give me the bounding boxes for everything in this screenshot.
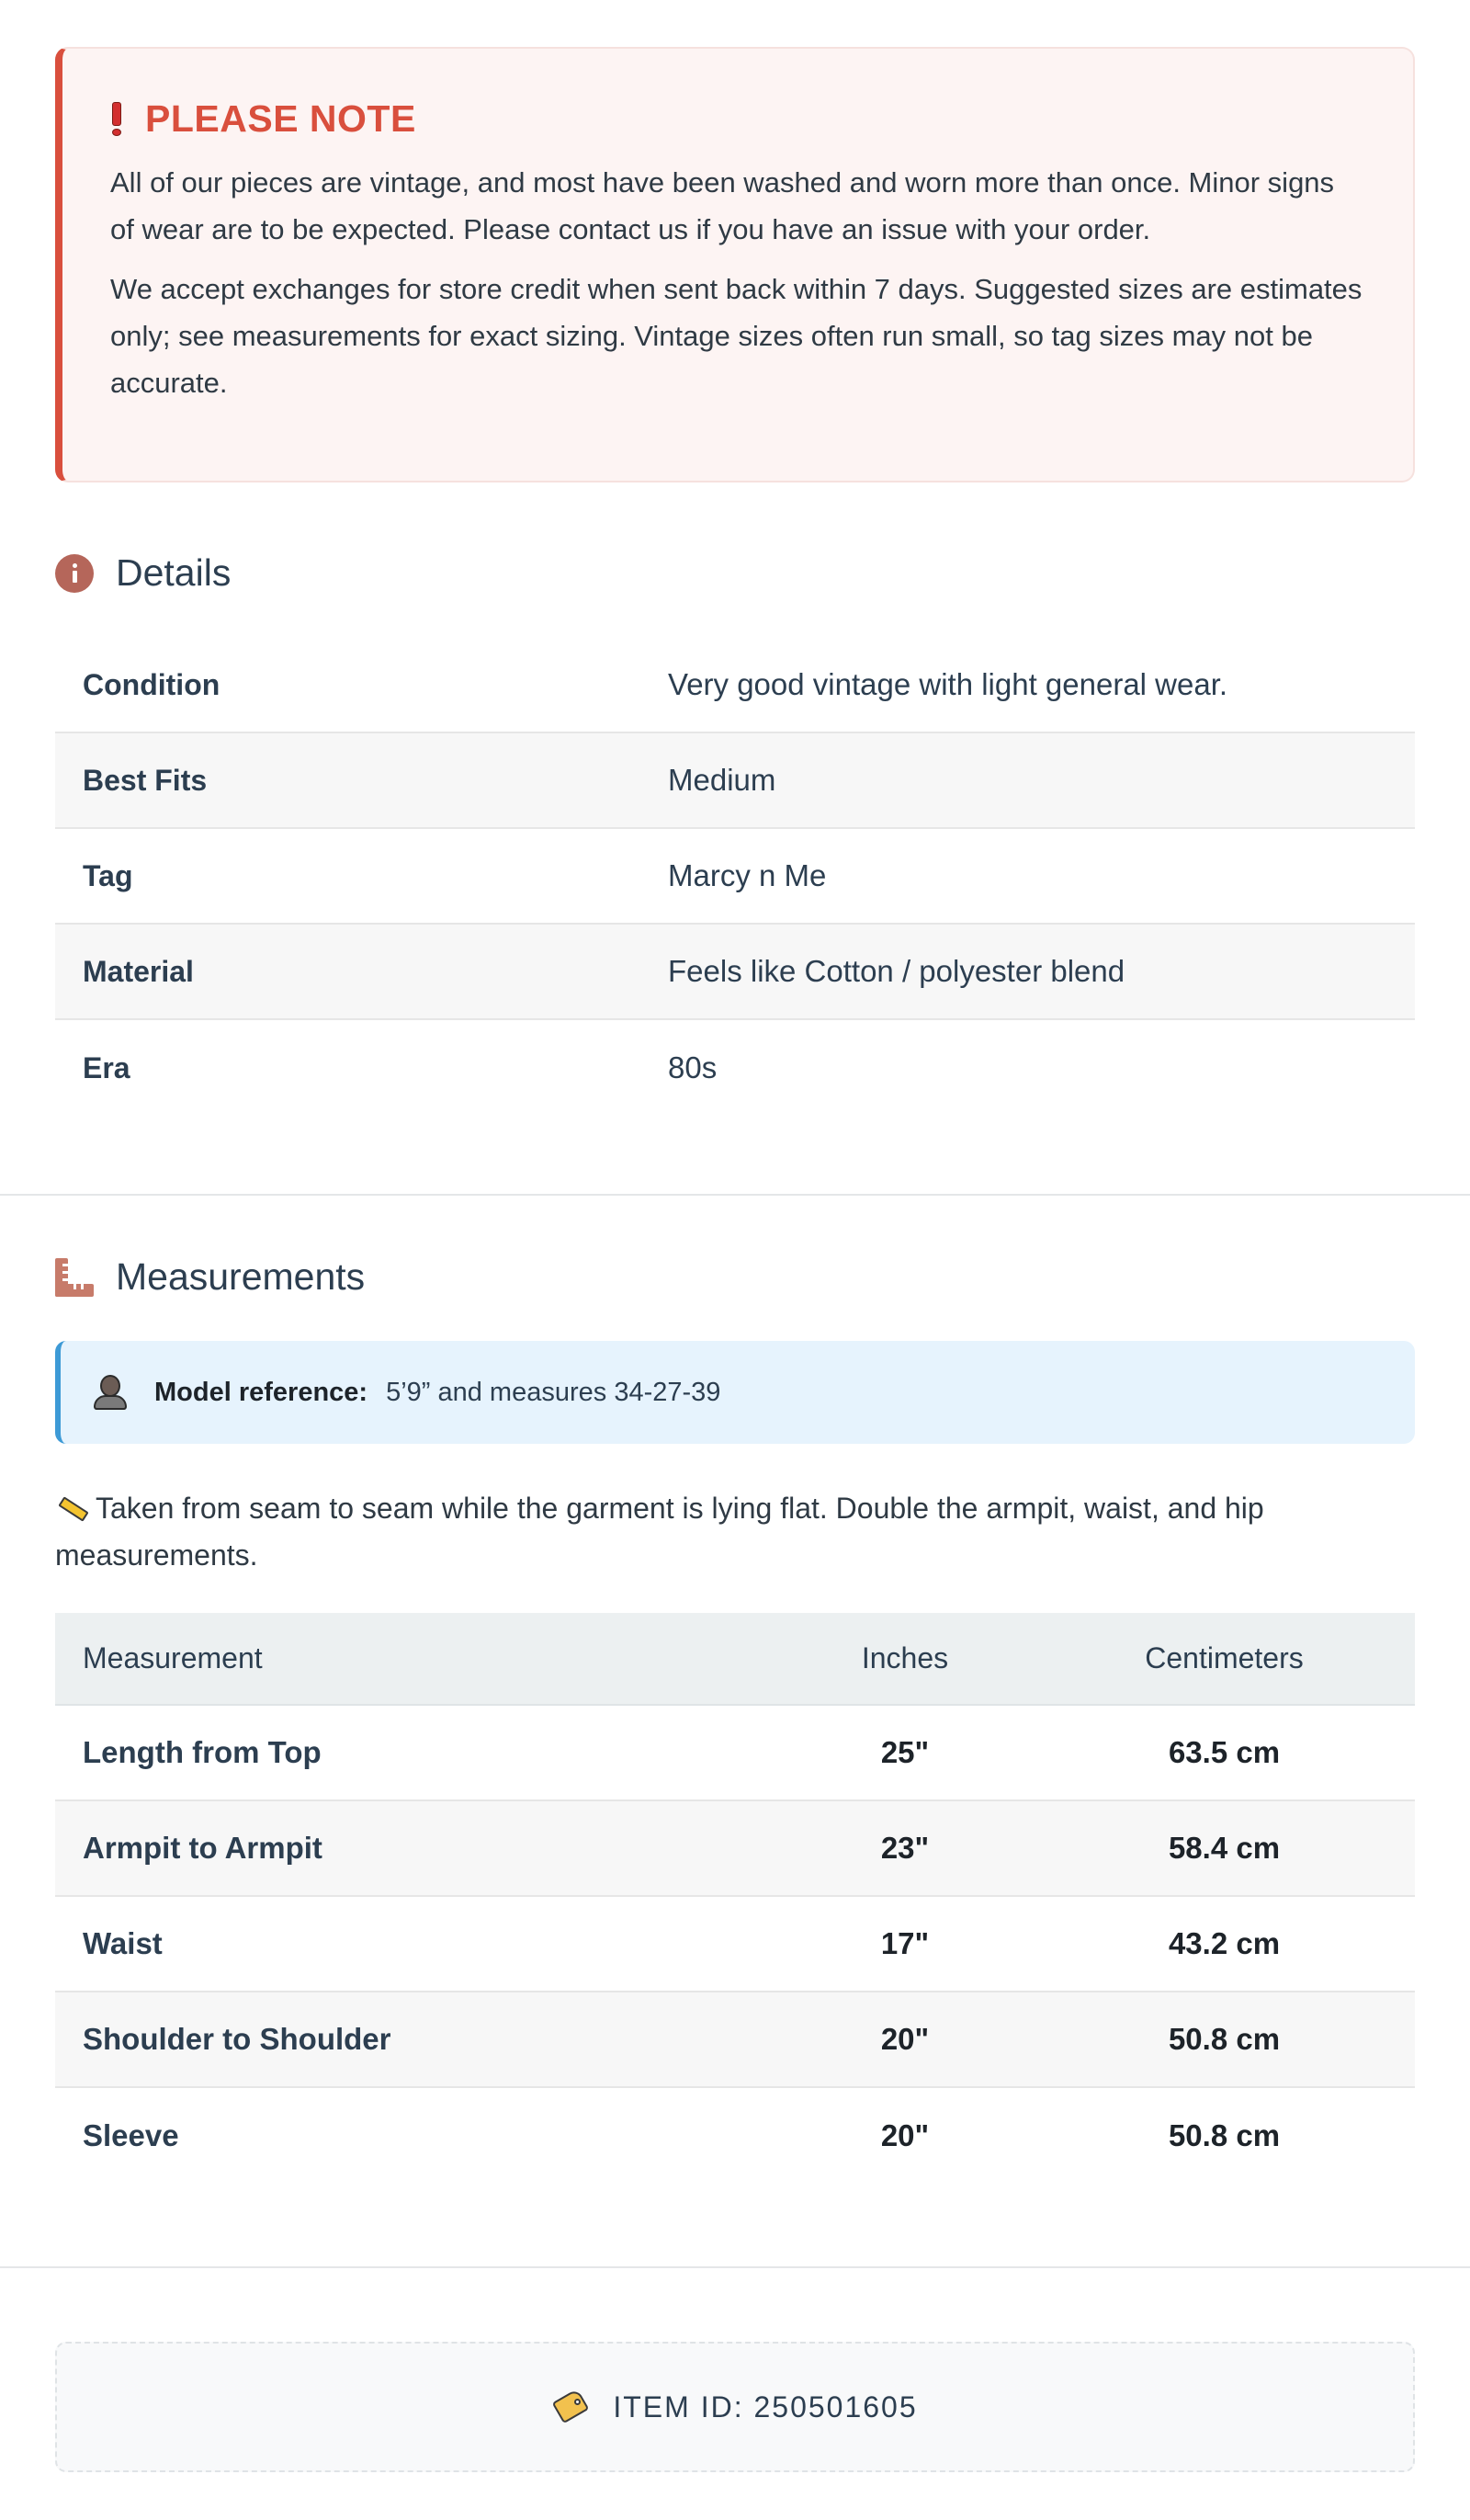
details-value: Medium xyxy=(668,763,776,797)
info-icon xyxy=(55,554,94,593)
details-label: Era xyxy=(83,1050,130,1084)
details-table xyxy=(55,638,1415,1116)
measurement-name: Length from Top xyxy=(83,1735,322,1769)
measurement-note-text: Taken from seam to seam while the garment is lying flat. Double the armpit, waist, and hip measurements. xyxy=(55,1492,1264,1572)
item-id-box xyxy=(55,2342,1415,2472)
table-row xyxy=(55,1992,1415,2088)
ruler-pencil-icon xyxy=(55,1498,88,1520)
column-header: Centimeters xyxy=(1145,1641,1304,1674)
table-row xyxy=(55,1706,1415,1801)
details-value: Feels like Cotton / polyester blend xyxy=(668,954,1125,988)
model-reference-label: Model reference: xyxy=(154,1377,368,1407)
details-value: Marcy n Me xyxy=(668,858,827,892)
ruler-icon xyxy=(55,1258,94,1297)
details-label: Material xyxy=(83,954,194,988)
details-row xyxy=(55,925,1415,1020)
details-row xyxy=(55,829,1415,925)
measurements-title: Measurements xyxy=(116,1255,366,1298)
details-row xyxy=(55,733,1415,829)
measurement-inches: 25" xyxy=(880,1735,930,1769)
measurements-header-row xyxy=(55,1613,1415,1706)
measurement-cm: 58.4 cm xyxy=(1168,1831,1281,1865)
table-row xyxy=(55,1897,1415,1992)
item-id: ITEM ID: 250501605 xyxy=(613,2389,918,2424)
notice-paragraph: We accept exchanges for store credit when sent back within 7 days. Suggested sizes are estimates only; see measurements for exact sizing. Vintage sizes often run small, so tag sizes may not be accurate. xyxy=(110,273,1363,399)
details-row xyxy=(55,638,1415,733)
exclamation-icon xyxy=(110,102,123,135)
details-heading xyxy=(55,551,231,595)
measurement-cm: 43.2 cm xyxy=(1168,1926,1281,1960)
measurement-note xyxy=(55,1485,1360,1579)
measurement-cm: 50.8 cm xyxy=(1168,2118,1281,2152)
details-label: Tag xyxy=(83,858,133,892)
measurements-heading xyxy=(55,1255,365,1299)
measurement-name: Waist xyxy=(83,1926,163,1960)
measurement-name: Sleeve xyxy=(83,2118,179,2152)
measurement-inches: 23" xyxy=(880,1831,930,1865)
model-reference-box xyxy=(55,1341,1415,1444)
measurement-inches: 20" xyxy=(880,2118,930,2152)
notice-paragraph: All of our pieces are vintage, and most have been washed and worn more than once. Minor signs of wear are to be expected. Please contact us if you have an issue with your order. xyxy=(110,166,1335,245)
measurement-cm: 63.5 cm xyxy=(1168,1735,1281,1769)
person-icon xyxy=(94,1375,127,1410)
notice-title: PLEASE NOTE xyxy=(145,96,416,140)
measurement-inches: 20" xyxy=(880,2022,930,2056)
table-row xyxy=(55,2088,1415,2184)
measurement-name: Shoulder to Shoulder xyxy=(83,2022,391,2056)
details-label: Condition xyxy=(83,667,220,701)
please-note-box xyxy=(55,47,1415,482)
tag-icon xyxy=(552,2390,589,2424)
table-row xyxy=(55,1801,1415,1897)
measurement-name: Armpit to Armpit xyxy=(83,1831,322,1865)
section-divider xyxy=(0,1194,1470,1196)
details-title: Details xyxy=(116,551,232,594)
details-row xyxy=(55,1020,1415,1116)
details-value: Very good vintage with light general wear. xyxy=(668,667,1228,701)
section-divider xyxy=(0,2266,1470,2268)
column-header: Inches xyxy=(861,1641,949,1674)
measurement-cm: 50.8 cm xyxy=(1168,2022,1281,2056)
measurements-table xyxy=(55,1613,1415,2184)
column-header: Measurement xyxy=(83,1641,263,1674)
notice-header xyxy=(110,98,1365,139)
details-value: 80s xyxy=(668,1050,718,1084)
model-reference-value: 5’9” and measures 34-27-39 xyxy=(386,1377,721,1407)
details-label: Best Fits xyxy=(83,763,208,797)
measurement-inches: 17" xyxy=(880,1926,930,1960)
